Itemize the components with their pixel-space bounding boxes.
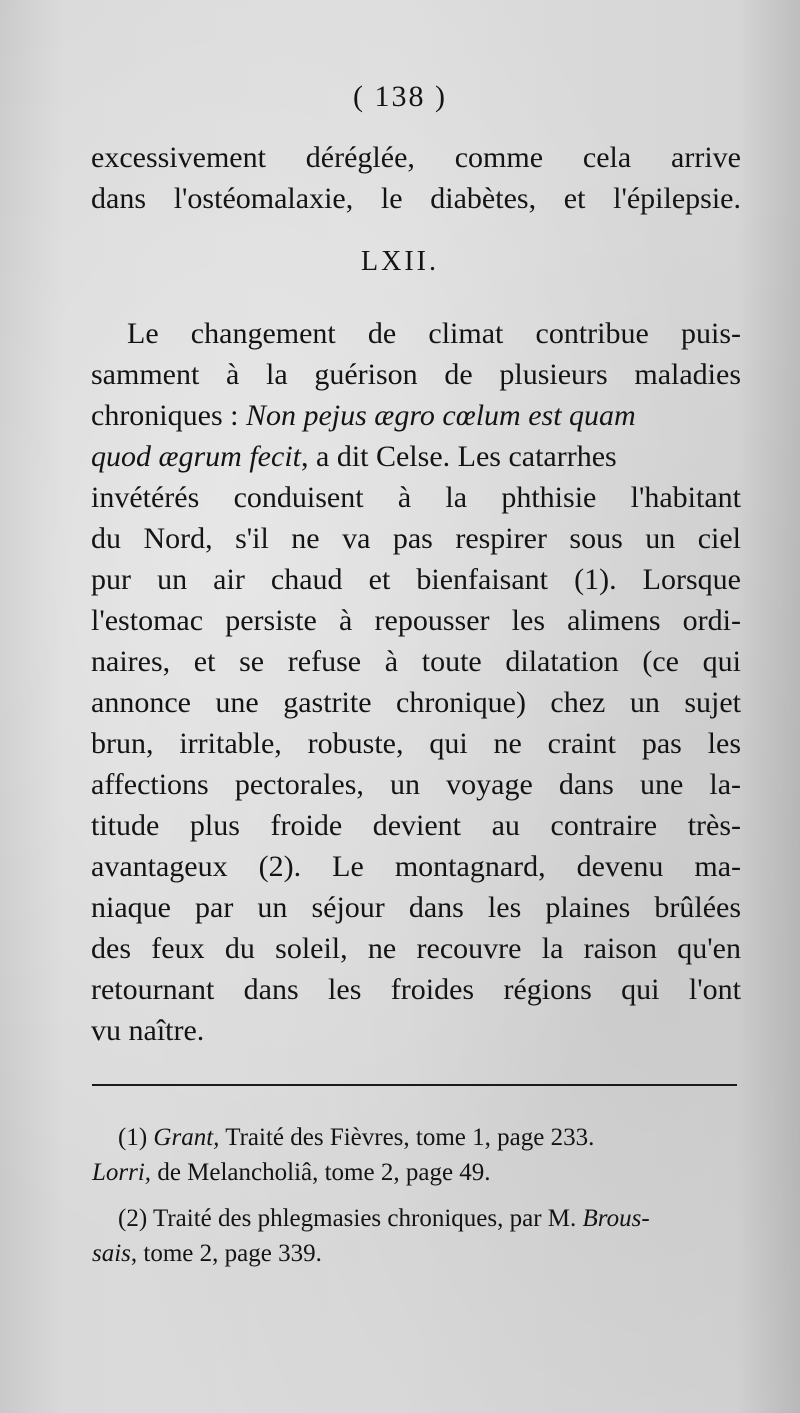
text-line-10: l'estomac persiste à repousser les alimens ordi-: [91, 604, 741, 637]
footnote-text: , tome 2, page 339.: [130, 1240, 322, 1267]
footnote-rule: [92, 1084, 737, 1086]
section-heading: LXII.: [361, 246, 439, 277]
footnote-author: sais: [92, 1240, 131, 1267]
footnote-1b: [92, 1157, 491, 1189]
text-line-4: samment à la guérison de plusieurs maladies: [91, 358, 741, 391]
text-line-15: titude plus froide devient au contraire très-: [91, 809, 741, 842]
footnote-text: de Melancholiâ, tome 2, page 49.: [151, 1159, 491, 1186]
footnote-text: Traité des Fièvres, tome 1, page 233.: [219, 1124, 595, 1151]
text-line-19: retournant dans les froides régions qui l'ont: [91, 973, 741, 1006]
text-line-11: naires, et se refuse à toute dilatation (ce qui: [91, 645, 741, 678]
text-line-17: niaque par un séjour dans les plaines brûlées: [91, 891, 741, 924]
text-line-14: affections pectorales, un voyage dans une la-: [91, 768, 741, 801]
text-segment: , a dit Celse. Les catarrhes: [301, 440, 617, 473]
latin-quote-end: quod ægrum fecit: [91, 440, 301, 473]
text-line-9: pur un air chaud et bienfaisant (1). Lorsque: [91, 563, 741, 596]
text-line-13: brun, irritable, robuste, qui ne craint pas les: [91, 727, 741, 760]
latin-quote: Non pejus ægro cœlum est quam: [245, 399, 636, 432]
footnote-1: [118, 1122, 594, 1154]
footnote-marker: (2): [118, 1205, 153, 1232]
text-line-2: dans l'ostéomalaxie, le diabètes, et l'épilepsie.: [91, 182, 741, 215]
text-line-7: invétérés conduisent à la phthisie l'habitant: [91, 481, 741, 514]
footnote-text: Traité des phlegmasies chroniques, par M.: [152, 1205, 583, 1232]
text-line-1: excessivement déréglée, comme cela arrive: [91, 141, 741, 174]
page-number: ( 138 ): [353, 80, 447, 113]
text-line-6: [91, 436, 741, 477]
footnote-2b: [92, 1238, 322, 1270]
text-line-18: des feux du soleil, ne recouvre la raison qu'en: [91, 932, 741, 965]
text-line-16: avantageux (2). Le montagnard, devenu ma-: [91, 850, 741, 883]
footnote-author: Grant,: [153, 1124, 220, 1151]
footnote-author: Lorri,: [92, 1159, 152, 1186]
text-line-12: annonce une gastrite chronique) chez un sujet: [91, 686, 741, 719]
footnote-2: [118, 1203, 650, 1235]
text-line-3: Le changement de climat contribue puis-: [127, 317, 741, 350]
footnote-author: Brous-: [582, 1205, 650, 1232]
text-line-8: du Nord, s'il ne va pas respirer sous un ciel: [91, 522, 741, 555]
text-line-5: [91, 395, 741, 436]
text-line-20: vu naître.: [91, 1014, 205, 1047]
footnote-marker: (1): [118, 1124, 154, 1151]
text-segment: chroniques :: [91, 399, 246, 432]
